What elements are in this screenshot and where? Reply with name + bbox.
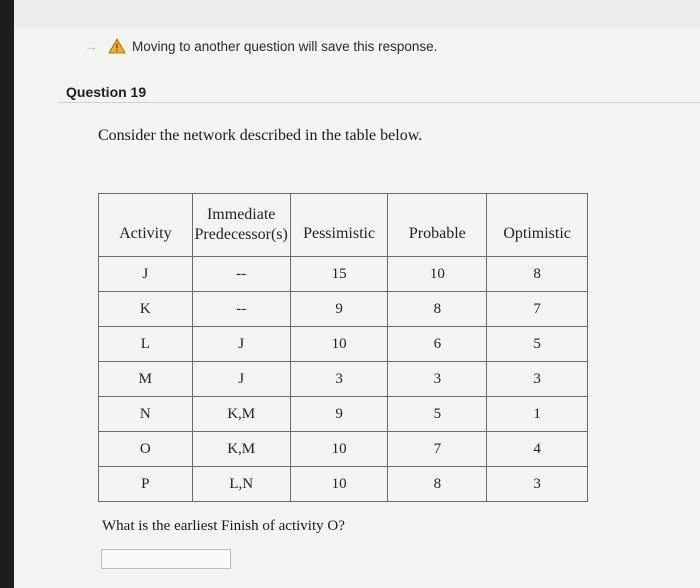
header-optimistic: Optimistic bbox=[487, 194, 588, 257]
header-activity: Activity bbox=[99, 194, 193, 257]
header-pred-line1: Immediate bbox=[206, 206, 276, 223]
cell-predecessors: K,M bbox=[192, 432, 290, 467]
header-pessimistic: Pessimistic bbox=[290, 194, 388, 257]
save-notice bbox=[84, 38, 437, 54]
cell-pessimistic: 9 bbox=[290, 292, 388, 327]
cell-probable: 3 bbox=[388, 362, 487, 397]
question-prompt: Consider the network described in the table below. bbox=[98, 127, 423, 144]
cell-predecessors: -- bbox=[192, 292, 290, 327]
table-header-row bbox=[99, 194, 588, 257]
cell-predecessors: J bbox=[192, 327, 290, 362]
cell-optimistic: 3 bbox=[487, 467, 588, 502]
cell-predecessors: -- bbox=[192, 257, 290, 292]
cell-optimistic: 7 bbox=[487, 292, 588, 327]
notice-text: Moving to another question will save this response. bbox=[132, 38, 438, 54]
question-title: Question 19 bbox=[66, 84, 147, 100]
arrow-right-icon: → bbox=[84, 38, 98, 54]
cell-optimistic: 1 bbox=[487, 397, 588, 432]
cell-probable: 8 bbox=[388, 467, 487, 502]
cell-pessimistic: 10 bbox=[290, 327, 388, 362]
cell-predecessors: J bbox=[192, 362, 290, 397]
header-pred-line2: Predecessor(s) bbox=[194, 226, 288, 243]
network-table bbox=[98, 193, 588, 502]
cell-probable: 7 bbox=[388, 432, 487, 467]
followup-question: What is the earliest Finish of activity O? bbox=[102, 518, 345, 534]
cell-optimistic: 5 bbox=[487, 327, 588, 362]
cell-probable: 10 bbox=[388, 257, 487, 292]
cell-activity: J bbox=[99, 257, 193, 292]
cell-activity: P bbox=[99, 467, 193, 502]
table-row bbox=[99, 257, 588, 292]
cell-activity: M bbox=[99, 362, 193, 397]
cell-activity: K bbox=[99, 292, 193, 327]
cell-pessimistic: 10 bbox=[290, 432, 388, 467]
cell-pessimistic: 3 bbox=[290, 362, 388, 397]
table-row bbox=[99, 432, 588, 467]
answer-input[interactable] bbox=[101, 549, 231, 569]
cell-predecessors: K,M bbox=[192, 397, 290, 432]
cell-probable: 8 bbox=[388, 292, 487, 327]
header-predecessors bbox=[192, 194, 290, 257]
warning-icon bbox=[108, 38, 126, 54]
cell-pessimistic: 15 bbox=[290, 257, 388, 292]
cell-activity: L bbox=[99, 327, 193, 362]
cell-pessimistic: 10 bbox=[290, 467, 388, 502]
cell-optimistic: 3 bbox=[487, 362, 588, 397]
cell-optimistic: 8 bbox=[487, 257, 588, 292]
header-probable: Probable bbox=[388, 194, 487, 257]
cell-probable: 6 bbox=[388, 327, 487, 362]
cell-activity: N bbox=[99, 397, 193, 432]
cell-probable: 5 bbox=[388, 397, 487, 432]
left-edge-bar bbox=[0, 0, 14, 588]
cell-optimistic: 4 bbox=[487, 432, 588, 467]
cell-activity: O bbox=[99, 432, 193, 467]
table-row bbox=[99, 327, 588, 362]
table-row bbox=[99, 362, 588, 397]
question-header bbox=[58, 84, 700, 103]
cell-pessimistic: 9 bbox=[290, 397, 388, 432]
table-row bbox=[99, 292, 588, 327]
table-row bbox=[99, 397, 588, 432]
table-row bbox=[99, 467, 588, 502]
top-band bbox=[14, 0, 700, 28]
cell-predecessors: L,N bbox=[192, 467, 290, 502]
